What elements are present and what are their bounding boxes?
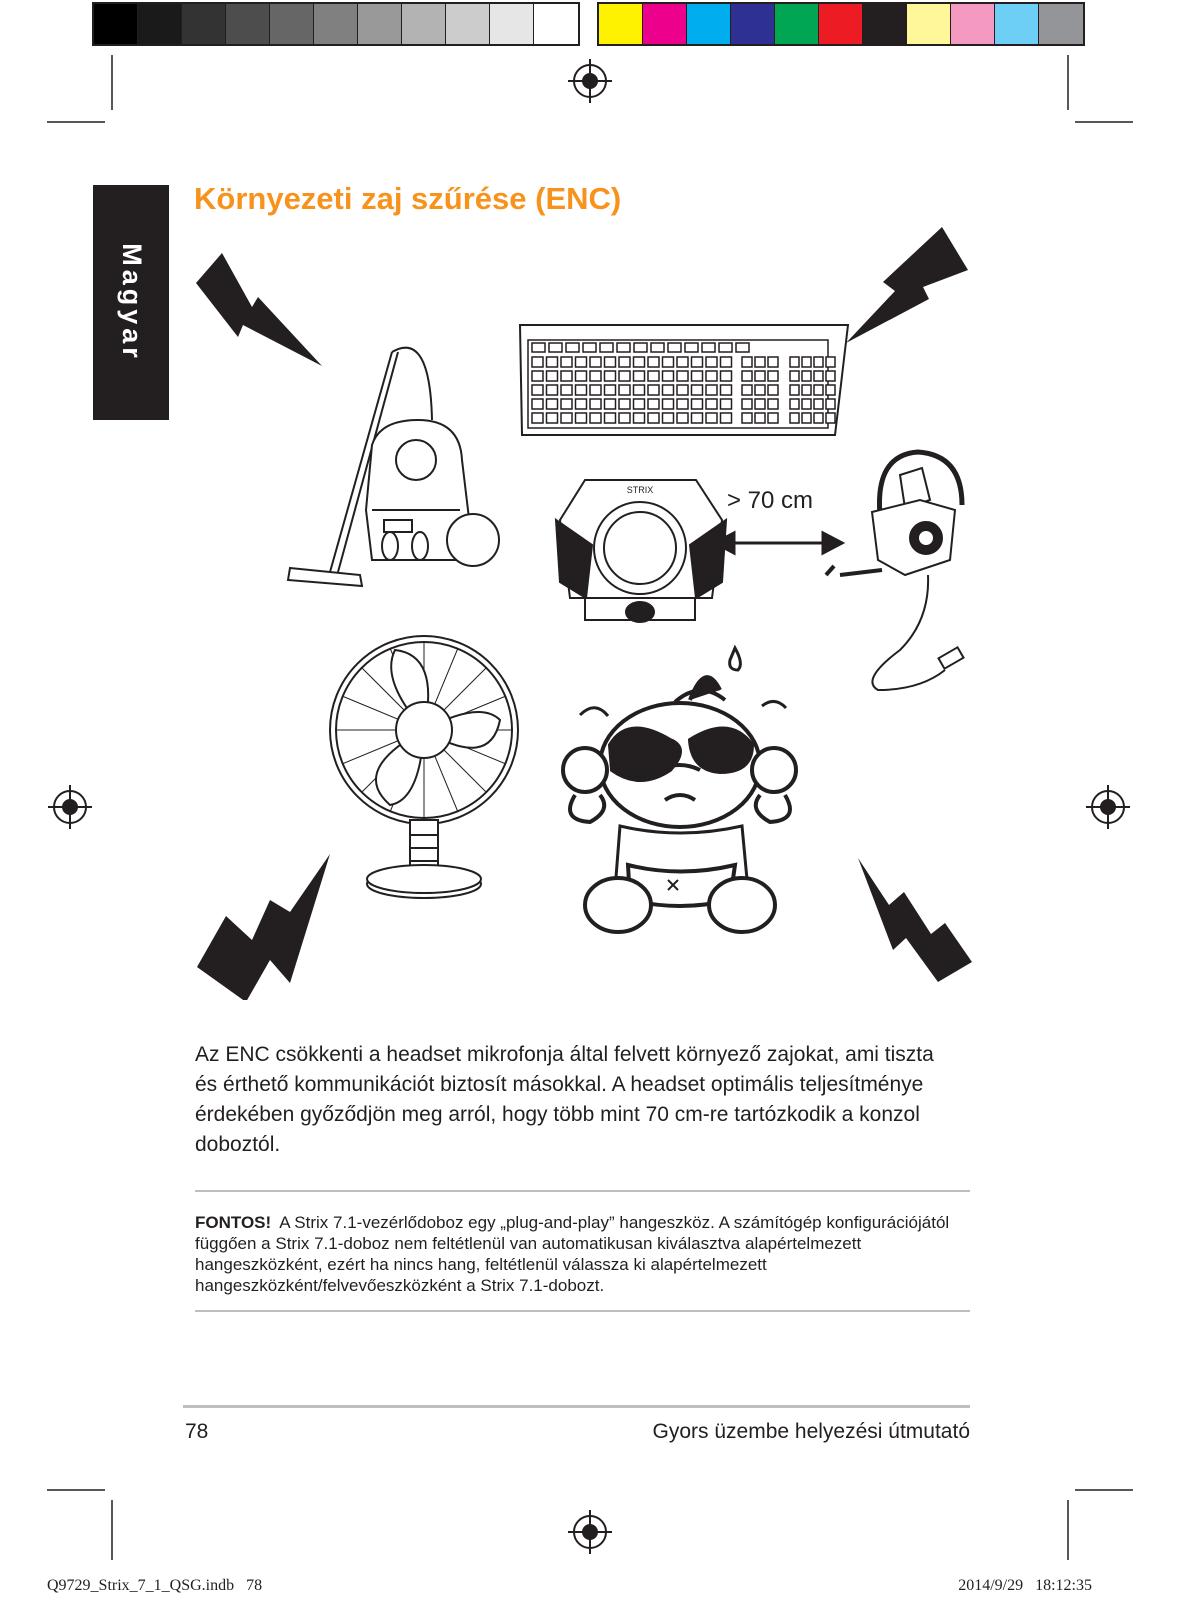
keyboard-key [677,413,688,423]
keyboard-key [706,371,717,381]
keyboard-key [617,343,630,352]
keyboard-key [768,385,778,395]
keyboard-key [590,357,601,367]
keyboard-key [576,371,587,381]
keyboard-key [742,413,752,423]
keyboard-key [663,399,674,409]
keyboard-key [706,385,717,395]
distance-label: > 70 cm [727,487,814,514]
keyboard-key [532,399,543,409]
keyboard-key [532,357,543,367]
keyboard-key [721,385,732,395]
footer-rule [183,1405,970,1408]
registration-target-icon [568,1510,612,1554]
keyboard-key [706,357,717,367]
keyboard-key [547,385,558,395]
vacuum-cleaner-icon [288,348,499,586]
keyboard-key [814,385,823,395]
keyboard-key [663,413,674,423]
keyboard-key [742,399,752,409]
keyboard-key [561,413,572,423]
keyboard-key [561,371,572,381]
keyboard-key [590,413,601,423]
keyboard-key [790,371,799,381]
keyboard-key [619,385,630,395]
keyboard-key [605,385,616,395]
keyboard-key [768,357,778,367]
keyboard-key [677,399,688,409]
keyboard-key [605,357,616,367]
page-title: Környezeti zaj szűrése (ENC) [194,181,622,216]
slug-file-name: Q9729_Strix_7_1_QSG.indb 78 [47,1577,263,1594]
keyboard-key [790,399,799,409]
keyboard-key [721,399,732,409]
language-label: Magyar [116,243,147,362]
keyboard-key [549,343,562,352]
keyboard-key [576,413,587,423]
keyboard-key [692,357,703,367]
keyboard-key [547,399,558,409]
keyboard-key [814,413,823,423]
lightning-bolt-icon [197,854,330,1000]
keyboard-key [619,413,630,423]
keyboard-key [619,371,630,381]
keyboard-key [790,413,799,423]
lightning-bolt-icon [846,227,968,343]
keyboard-key [826,371,835,381]
headset-icon [826,452,964,690]
control-box-icon [556,480,726,622]
distance-double-arrow [715,533,842,553]
note-label: FONTOS! [195,1213,272,1232]
keyboard-key [826,357,835,367]
keyboard-key [692,399,703,409]
keyboard-key [532,385,543,395]
keyboard-key [692,371,703,381]
keyboard-key [561,385,572,395]
keyboard-key [532,371,543,381]
keyboard-key [768,399,778,409]
keyboard-key [702,343,715,352]
keyboard-key [576,357,587,367]
keyboard-key [692,385,703,395]
keyboard-key [532,343,545,352]
keyboard-key [755,357,765,367]
keyboard-key [721,413,732,423]
keyboard-key [790,357,799,367]
keyboard-key [721,371,732,381]
keyboard-key [590,371,601,381]
keyboard-key [663,385,674,395]
keyboard-key [742,357,752,367]
keyboard-key [826,385,835,395]
keyboard-key [561,399,572,409]
keyboard-key [532,413,543,423]
body-paragraph: Az ENC csökkenti a headset mikrofonja által felvett környező zajokat, ami tiszta és érthető kommunikációt biztosít másokkal. A headset optimális teljesítménye érdekében győződjön meg arról, hogy több mint 70 cm-re tartózkodik a konzol doboztól. [195,1043,934,1156]
keyboard-key [619,357,630,367]
crying-baby-icon [563,648,796,932]
keyboard-key [802,399,811,409]
keyboard-key [634,357,645,367]
important-note [195,1190,970,1312]
keyboard-key [755,399,765,409]
svg-text:STRIX: STRIX [626,485,654,495]
page-number: 78 [185,1420,209,1443]
keyboard-key [742,385,752,395]
keyboard-key [634,343,647,352]
keyboard-key [814,399,823,409]
keyboard-key [826,399,835,409]
keyboard-key [706,413,717,423]
keyboard-key [719,343,732,352]
keyboard-key [706,399,717,409]
keyboard-key [790,385,799,395]
keyboard-key [677,357,688,367]
keyboard-key [802,385,811,395]
keyboard-key [619,399,630,409]
keyboard-key [605,399,616,409]
keyboard-key [768,371,778,381]
keyboard-key [634,371,645,381]
keyboard-key [583,343,596,352]
keyboard-key [755,371,765,381]
keyboard-key [648,385,659,395]
slug-timestamp: 2014/9/29 18:12:35 [958,1577,1092,1594]
keyboard-key [663,371,674,381]
keyboard-key [755,413,765,423]
keyboard-key [802,371,811,381]
keyboard-key [561,357,572,367]
keyboard-key [648,399,659,409]
keyboard-key [566,343,579,352]
keyboard-key [634,385,645,395]
lightning-bolt-icon [858,858,972,982]
keyboard-key [590,399,601,409]
guide-title: Gyors üzembe helyezési útmutató [652,1420,970,1443]
keyboard-key [721,357,732,367]
keyboard-key [768,413,778,423]
keyboard-key [590,385,601,395]
keyboard-key [605,371,616,381]
keyboard-key [668,343,681,352]
keyboard-key [576,385,587,395]
keyboard-key [576,399,587,409]
keyboard-key [634,399,645,409]
keyboard-key [826,413,835,423]
keyboard-key [736,343,749,352]
keyboard-key [802,413,811,423]
keyboard-key [814,357,823,367]
keyboard-key [547,371,558,381]
keyboard-key [600,343,613,352]
keyboard-key [634,413,645,423]
fan-icon [330,636,518,898]
keyboard-key [677,385,688,395]
keyboard-key [755,385,765,395]
keyboard-key [605,413,616,423]
keyboard-key [648,357,659,367]
keyboard-key [677,371,688,381]
keyboard-key [663,357,674,367]
keyboard-key [802,357,811,367]
note-text: A Strix 7.1-vezérlődoboz egy „plug-and-play” hangeszköz. A számítógép konfigurációjától függően a Strix 7.1-doboz nem feltétlenül van automatikusan kiválasztva alapértelmezett hangeszközként, ezért ha nincs hang, feltétlenül válassza ki alapértelmezett hangeszközként/felvevőeszközként a Strix 7.1-dobozt. [195,1213,950,1295]
keyboard-key [648,371,659,381]
lightning-bolt-icon [196,253,322,366]
keyboard-icon [520,325,848,435]
keyboard-key [742,371,752,381]
keyboard-key [648,413,659,423]
keyboard-key [651,343,664,352]
keyboard-key [547,413,558,423]
keyboard-key [547,357,558,367]
keyboard-key [814,371,823,381]
keyboard-key [685,343,698,352]
keyboard-key [692,413,703,423]
